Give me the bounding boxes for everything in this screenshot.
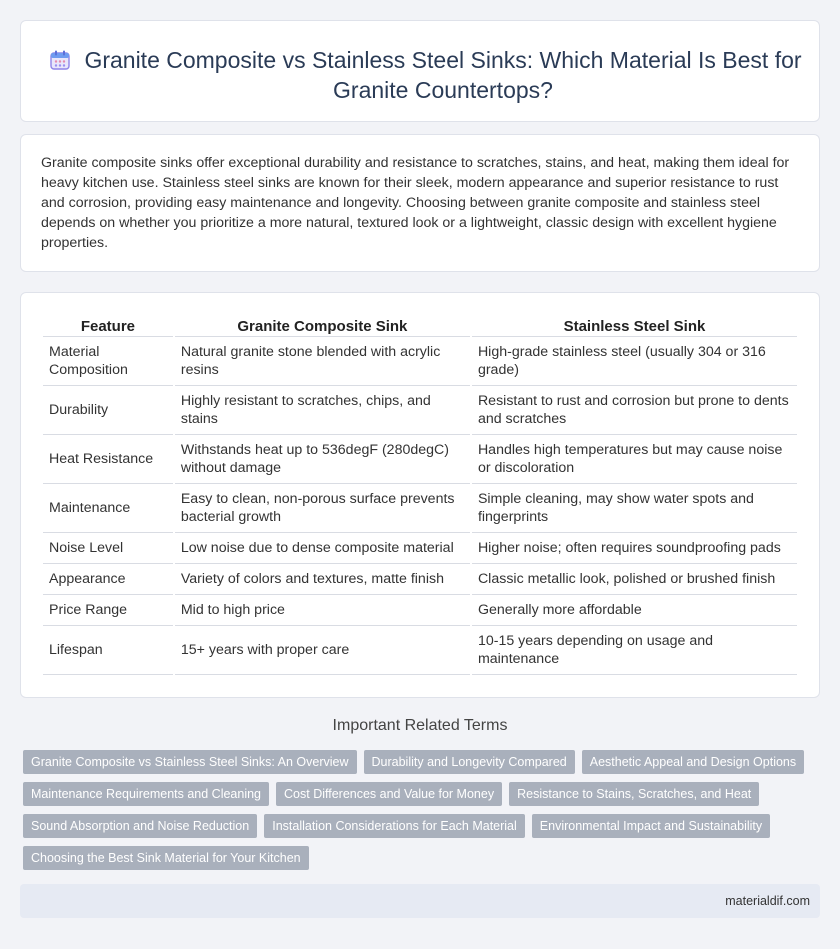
- feature-cell: Price Range: [43, 595, 173, 626]
- table-row: [43, 484, 797, 533]
- footer: [20, 884, 820, 918]
- stainless-cell: Higher noise; often requires soundproofing pads: [472, 533, 797, 564]
- table-row: [43, 386, 797, 435]
- feature-cell: Lifespan: [43, 626, 173, 675]
- related-term-tag[interactable]: Installation Considerations for Each Material: [264, 814, 525, 838]
- stainless-cell: Handles high temperatures but may cause noise or discoloration: [472, 435, 797, 484]
- header-card: [20, 20, 820, 122]
- related-term-tag[interactable]: Resistance to Stains, Scratches, and Heat: [509, 782, 759, 806]
- table-row: [43, 435, 797, 484]
- stainless-cell: Generally more affordable: [472, 595, 797, 626]
- table-row: [43, 626, 797, 675]
- table-row: [43, 337, 797, 386]
- table-row: [43, 533, 797, 564]
- intro-paragraph: Granite composite sinks offer exceptional durability and resistance to scratches, stains, and heat, making them ideal for heavy kitchen use. Stainless steel sinks are known for their sleek, modern appearance and superior resistance to rust and corrosion, providing easy maintenance and longevity. Choosing between granite composite and stainless steel depends on whether you prioritize a more natural, textured look or a lightweight, classic design with excellent hygiene properties.: [41, 155, 790, 251]
- related-term-tag[interactable]: Durability and Longevity Compared: [364, 750, 575, 774]
- feature-cell: Durability: [43, 386, 173, 435]
- table-header-row: [43, 315, 797, 337]
- feature-cell: Maintenance: [43, 484, 173, 533]
- related-term-tag[interactable]: Choosing the Best Sink Material for Your Kitchen: [23, 846, 309, 870]
- related-terms-heading: Important Related Terms: [332, 717, 508, 734]
- related-term-tag[interactable]: Granite Composite vs Stainless Steel Sinks: An Overview: [23, 750, 357, 774]
- comparison-table-card: [20, 292, 820, 698]
- related-term-tag[interactable]: Cost Differences and Value for Money: [276, 782, 502, 806]
- related-term-tag[interactable]: Environmental Impact and Sustainability: [532, 814, 770, 838]
- feature-cell: Noise Level: [43, 533, 173, 564]
- granite-cell: Withstands heat up to 536degF (280degC) without damage: [175, 435, 470, 484]
- header-stainless: Stainless Steel Sink: [472, 315, 797, 337]
- page-title: Granite Composite vs Stainless Steel Sinks: Which Material Is Best for Granite Countertops?: [84, 47, 802, 103]
- related-terms-list: [23, 750, 823, 878]
- granite-cell: Easy to clean, non-porous surface prevents bacterial growth: [175, 484, 470, 533]
- granite-cell: Low noise due to dense composite material: [175, 533, 470, 564]
- granite-cell: Highly resistant to scratches, chips, and stains: [175, 386, 470, 435]
- table-row: [43, 564, 797, 595]
- related-term-tag[interactable]: Maintenance Requirements and Cleaning: [23, 782, 269, 806]
- stainless-cell: 10-15 years depending on usage and maintenance: [472, 626, 797, 675]
- intro-card: [20, 134, 820, 272]
- footer-site-link[interactable]: materialdif.com: [725, 894, 810, 908]
- table-row: [43, 595, 797, 626]
- stainless-cell: Simple cleaning, may show water spots and fingerprints: [472, 484, 797, 533]
- stainless-cell: High-grade stainless steel (usually 304 or 316 grade): [472, 337, 797, 386]
- comparison-table: [41, 315, 799, 675]
- header-feature: Feature: [43, 315, 173, 337]
- granite-cell: 15+ years with proper care: [175, 626, 470, 675]
- feature-cell: Appearance: [43, 564, 173, 595]
- feature-cell: Material Composition: [43, 337, 173, 386]
- granite-cell: Mid to high price: [175, 595, 470, 626]
- stainless-cell: Classic metallic look, polished or brushed finish: [472, 564, 797, 595]
- granite-cell: Variety of colors and textures, matte finish: [175, 564, 470, 595]
- related-term-tag[interactable]: Aesthetic Appeal and Design Options: [582, 750, 804, 774]
- related-term-tag[interactable]: Sound Absorption and Noise Reduction: [23, 814, 257, 838]
- feature-cell: Heat Resistance: [43, 435, 173, 484]
- header-granite: Granite Composite Sink: [175, 315, 470, 337]
- granite-cell: Natural granite stone blended with acrylic resins: [175, 337, 470, 386]
- stainless-cell: Resistant to rust and corrosion but prone to dents and scratches: [472, 386, 797, 435]
- calendar-icon: [49, 49, 71, 71]
